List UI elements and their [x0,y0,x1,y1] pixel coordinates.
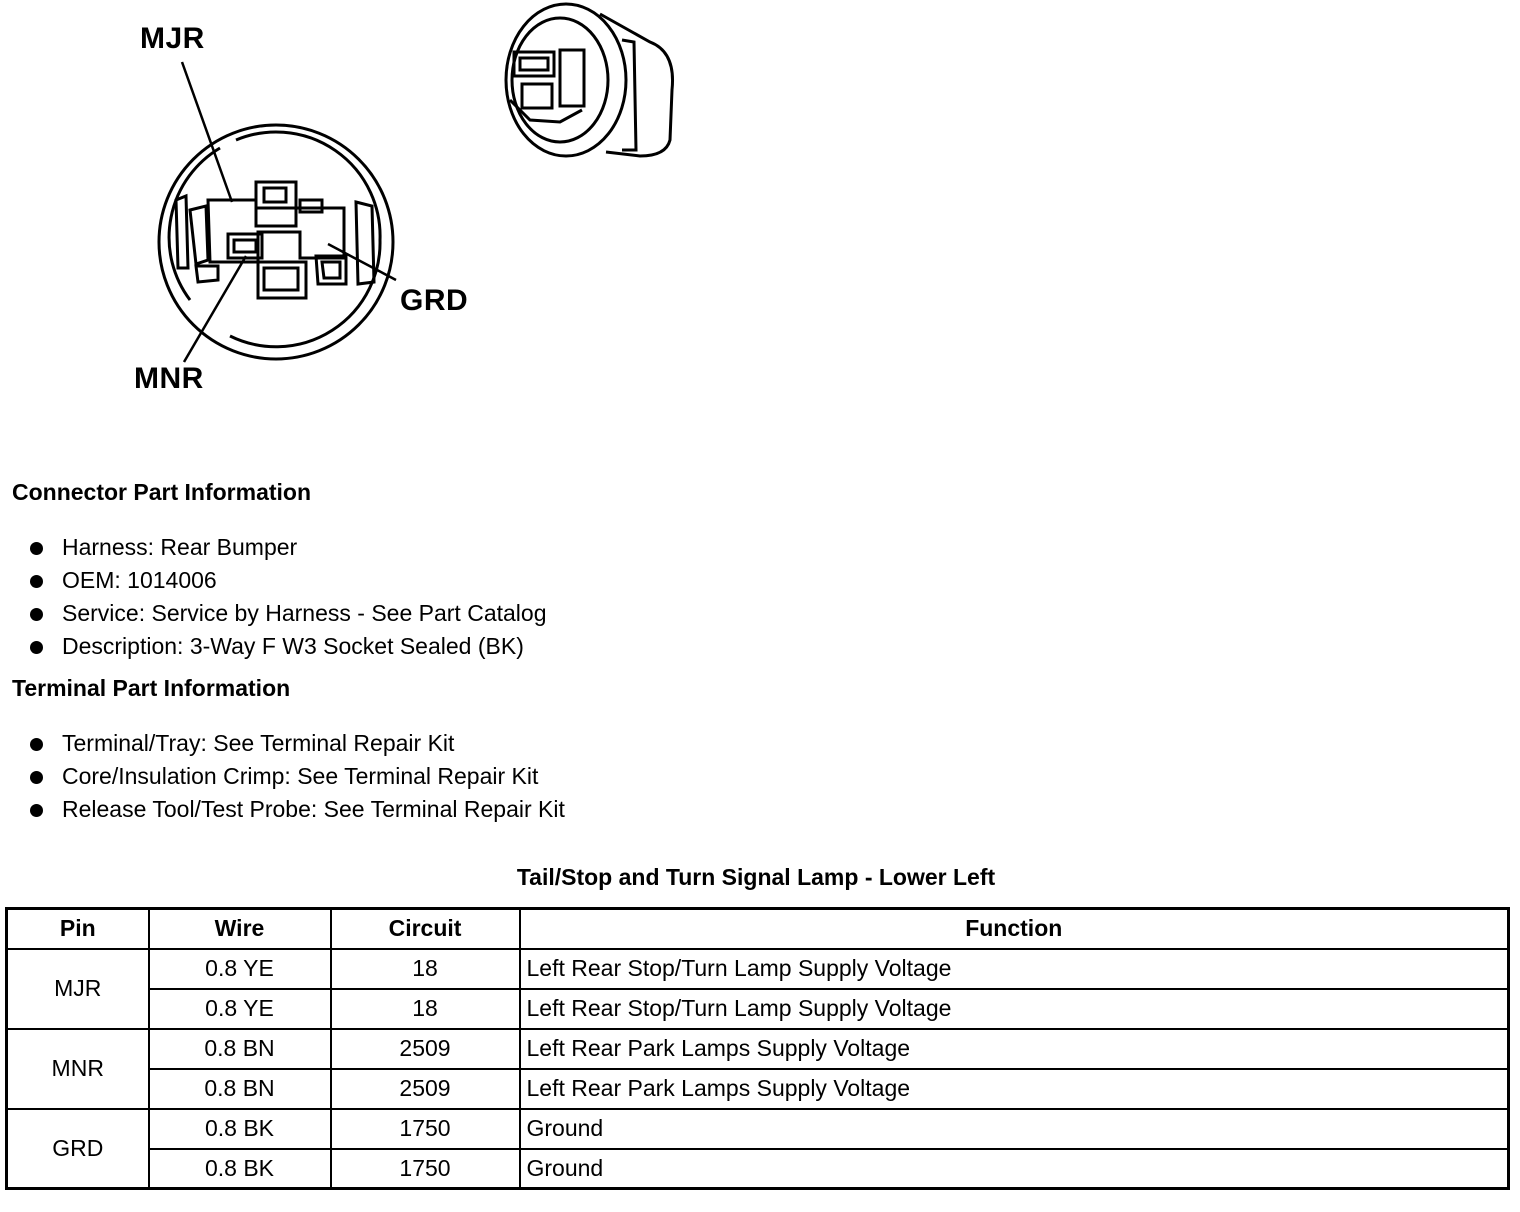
header-wire: Wire [149,909,331,949]
wire-cell: 0.8 BK [149,1109,331,1149]
wire-cell: 0.8 YE [149,989,331,1029]
function-cell: Left Rear Park Lamps Supply Voltage [520,1069,1509,1109]
pin-cell-grd: GRD [7,1109,149,1189]
locking-tab-right [356,202,374,284]
connector-diagram [0,0,700,420]
table-row [7,1069,1509,1109]
terminal-info-heading: Terminal Part Information [12,675,291,701]
callout-mnr: MNR [134,362,204,395]
pin-cell-mnr: MNR [7,1029,149,1109]
circuit-cell: 18 [331,949,520,989]
table-row [7,989,1509,1029]
header-pin: Pin [7,909,149,949]
table-header-row [7,909,1509,949]
leader-line-mjr [182,62,232,202]
callout-mjr: MJR [140,22,205,55]
connector-info-harness: Harness: Rear Bumper [28,531,546,564]
cavity-top [256,182,296,208]
connector-info-list [28,531,546,663]
table-row [7,949,1509,989]
pinout-table [5,907,1510,1190]
function-cell: Ground [520,1109,1509,1149]
header-circuit: Circuit [331,909,520,949]
connector-info-service: Service: Service by Harness - See Part Catalog [28,597,546,630]
circuit-cell: 2509 [331,1069,520,1109]
table-row [7,1149,1509,1189]
cavity-left [190,206,208,264]
connector-perspective-drawing [506,4,673,156]
callout-grd: GRD [400,284,469,317]
connector-info-description: Description: 3-Way F W3 Socket Sealed (BK) [28,630,546,663]
locking-tab-left [176,196,188,268]
terminal-info-crimp: Core/Insulation Crimp: See Terminal Repair Kit [28,760,565,793]
circuit-cell: 1750 [331,1149,520,1189]
terminal-info-tray: Terminal/Tray: See Terminal Repair Kit [28,727,565,760]
function-cell: Left Rear Stop/Turn Lamp Supply Voltage [520,989,1509,1029]
connector-info-heading: Connector Part Information [12,479,312,505]
function-cell: Left Rear Park Lamps Supply Voltage [520,1029,1509,1069]
circuit-cell: 1750 [331,1109,520,1149]
function-cell: Ground [520,1149,1509,1189]
connector-face-drawing [0,0,700,420]
pin-cell-mjr: MJR [7,949,149,1029]
terminal-info-list [28,727,565,826]
table-row [7,1109,1509,1149]
leader-line-mnr [184,256,246,362]
wire-cell: 0.8 BN [149,1029,331,1069]
function-cell: Left Rear Stop/Turn Lamp Supply Voltage [520,949,1509,989]
terminal-info-release-tool: Release Tool/Test Probe: See Terminal Repair Kit [28,793,565,826]
circuit-cell: 18 [331,989,520,1029]
wire-cell: 0.8 YE [149,949,331,989]
table-row [7,1029,1509,1069]
wire-cell: 0.8 BN [149,1069,331,1109]
circuit-cell: 2509 [331,1029,520,1069]
connector-info-oem: OEM: 1014006 [28,564,546,597]
wire-cell: 0.8 BK [149,1149,331,1189]
header-function: Function [520,909,1509,949]
pinout-table-title: Tail/Stop and Turn Signal Lamp - Lower Left [516,864,996,890]
